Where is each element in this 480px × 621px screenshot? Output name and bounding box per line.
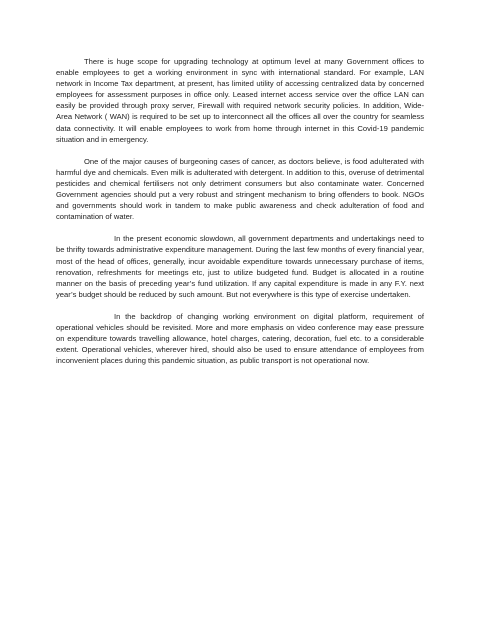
paragraph-technology-upgrade: There is huge scope for upgrading technology at optimum level at many Government offices to enable employees to get a working environment in sync with international standard. For example, LAN network in Income Tax department, at present, has limited utility of accessing centralized data by concerned employees for assessment purposes in office only. Leased internet access service over the office LAN can easily be provided through proxy server, Firewall with required network security policies. In addition, Wide-Area Network ( WAN) is required to be set up to interconnect all the offices all over the country for seamless data connectivity. It will enable employees to work from home through internet in this Covid-19 pandemic situation and in emergency. [56,57,424,144]
paragraph-expenditure-management: In the present economic slowdown, all government departments and undertakings need to be thrifty towards administrative expenditure management. During the last few months of every financial year, most of the head of offices, generally, incur avoidable expenditure towards unnecessary purchase of items, renovation, refreshments for meetings etc, just to utilize budgeted fund. Budget is allocated in a routine manner on the basis of preceding year’s fund utilization. If any capital expenditure is made in any F.Y. next year’s budget should be reduced by such amount. But not everywhere is this type of exercise undertaken. [56,234,424,299]
paragraph-operational-vehicles: In the backdrop of changing working environment on digital platform, requirement of operational vehicles should be revisited. More and more emphasis on video conference may ease pressure on expenditure towards travelling allowance, hotel charges, catering, decoration, fuel etc. to a considerable extent. Operational vehicles, wherever hired, should also be used to ensure attendance of employees from inconvenient places during this pandemic situation, as public transport is not operational now. [56,311,424,366]
document-body [56,56,424,377]
paragraph-food-adulteration: One of the major causes of burgeoning cases of cancer, as doctors believe, is food adulterated with harmful dye and chemicals. Even milk is adulterated with detergent. In addition to this, overuse of detrimental pesticides and chemical fertilisers not only detriment consumers but also contaminate water. Concerned Government agencies should put a very robust and stringent mechanism to bring offenders to book. NGOs and governments should work in tandem to make public awareness and check adulteration of food and contamination of water. [56,156,424,222]
